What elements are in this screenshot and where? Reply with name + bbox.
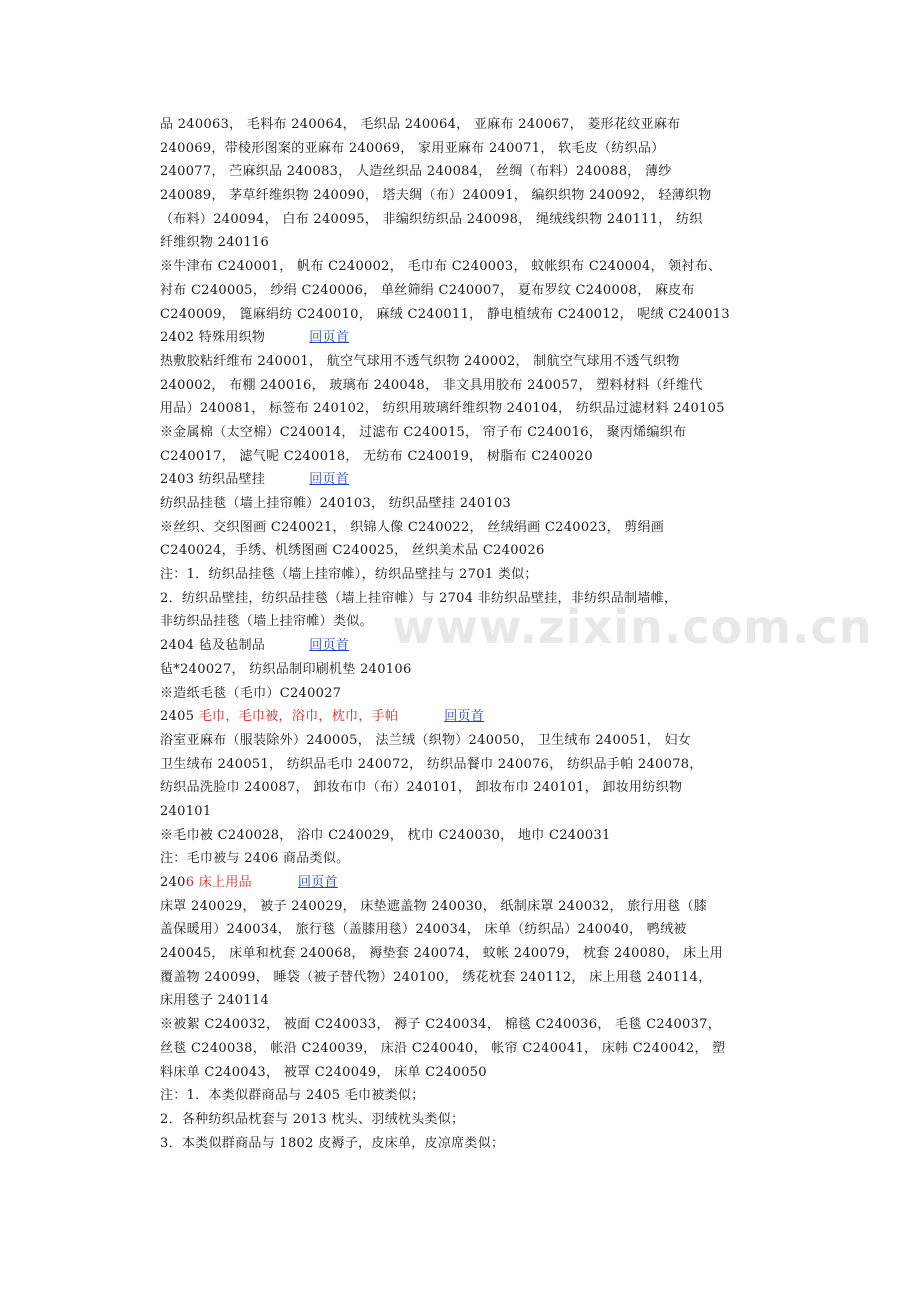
text-line [160,847,762,871]
line-text: 床用毯子 240114 [160,993,270,1009]
line-text: ※金属棉（太空棉）C240014， 过滤布 C240015， 帘子布 C240016， 聚丙烯编织布 [160,424,687,440]
back-to-top-link[interactable]: 回页首 [297,875,338,890]
line-text: 2405 [160,709,199,725]
line-text: 盖保暖用）240034， 旅行毯（盖膝用毯）240034， 床单（纺织品）240040， 鸭绒被 [160,922,687,938]
text-line [160,682,762,706]
line-text: ※丝织、交织图画 C240021， 织锦人像 C240022， 丝绒绢画 C240023， 剪绢画 [160,519,665,535]
text-line [160,895,762,919]
text-line [160,492,762,516]
line-text: 2．纺织品壁挂，纺织品挂毯（墙上挂帘帷）与 2704 非纺织品壁挂，非纺织品制墙帷， [160,590,678,606]
line-text: 品 240063， 毛料布 240064， 毛织品 240064， 亚麻布 240067， 菱形花纹亚麻布 [160,117,681,132]
line-text: 料床单 C240043， 被罩 C240049， 床单 C240050 [160,1064,487,1080]
line-text: ※造纸毛毯（毛巾）C240027 [160,685,342,701]
line-text: 240077， 苎麻织品 240083， 人造丝织品 240084， 丝绸（布料）240088， 薄纱 [160,164,672,180]
line-text: ※牛津布 C240001， 帆布 C240002， 毛巾布 C240003， 蚊帐织布 C240004， 领衬布、 [160,259,722,275]
text-line [160,374,762,398]
line-text: 浴室亚麻布（服装除外）240005， 法兰绒（织物）240050， 卫生绒布 240051， 妇女 [160,732,692,748]
line-text: C240017， 滤气呢 C240018， 无纺布 C240019， 树脂布 C240020 [160,448,593,464]
text-line [160,137,762,161]
line-text: ※毛巾被 C240028， 浴巾 C240029， 枕巾 C240030， 地巾 C240031 [160,827,611,843]
line-text: 2402 特殊用织物 [160,330,266,346]
text-line [160,610,762,634]
text-line [160,231,762,255]
line-text: 2．各种纺织品枕套与 2013 枕头、羽绒枕头类似； [160,1111,465,1127]
text-line [160,587,762,611]
back-to-top-link[interactable]: 回页首 [309,638,350,654]
back-to-top-link[interactable]: 回页首 [444,709,485,725]
text-line [160,279,762,303]
section-heading-line [160,634,762,658]
text-line [160,800,762,824]
line-text: 覆盖物 240099， 睡袋（被子替代物）240100， 绣花枕套 240112， 床上用毯 240114， [160,969,712,985]
section-heading-line [160,468,762,492]
line-text: 毡*240027， 纺织品制印刷机垫 240106 [160,661,412,677]
text-line [160,397,762,421]
text-line [160,303,762,327]
text-line [160,1108,762,1132]
text-line [160,350,762,374]
section-heading-line [160,871,762,895]
line-text: 240002， 布棚 240016， 玻璃布 240048， 非文具用胶布 240057， 塑料材料（纤维代 [160,377,703,393]
text-line [160,1132,762,1156]
line-text: C240024，手绣、机绣图画 C240025， 丝织美术品 C240026 [160,543,545,559]
line-text: 240089， 茅草纤维织物 240090， 塔夫绸（布）240091， 编织织物 240092， 轻薄织物 [160,188,712,204]
line-text: 2404 毡及毡制品 [160,638,266,654]
text-line [160,208,762,232]
line-text: 床罩 240029， 被子 240029， 床垫遮盖物 240030， 纸制床罩 240032， 旅行用毯（膝 [160,898,708,914]
line-text: 纺织品洗脸巾 240087， 卸妆布巾（布）240101， 卸妆布巾 240101， 卸妆用纺织物 [160,780,683,796]
line-text: 3．本类似群商品与 1802 皮褥子，皮床单，皮凉席类似； [160,1135,505,1151]
line-text: 纤维织物 240116 [160,235,270,251]
text-line [160,113,762,137]
line-text: 注：1．本类似群商品与 2405 毛巾被类似； [160,1088,425,1104]
line-text: 240101 [160,803,212,819]
line-text: 非纺织品挂毯（墙上挂帘帷）类似。 [160,614,373,630]
text-line [160,942,762,966]
text-line [160,421,762,445]
text-line [160,776,762,800]
line-text: C240009， 篦麻绢纺 C240010， 麻绒 C240011， 静电植绒布 C240012， 呢绒 C240013 [160,306,730,322]
back-to-top-link[interactable]: 回页首 [309,472,350,488]
text-line [160,824,762,848]
text-line [160,1013,762,1037]
line-text: 注：1．纺织品挂毯（墙上挂帘帷），纺织品壁挂与 2701 类似； [160,567,538,583]
line-text: 热敷胶粘纤维布 240001， 航空气球用不透气织物 240002， 制航空气球用不透气织物 [160,353,680,369]
text-line [160,563,762,587]
text-line [160,753,762,777]
text-line [160,255,762,279]
text-line [160,445,762,469]
document-body [160,113,873,1155]
text-line [160,729,762,753]
line-text: 注：毛巾被与 2406 商品类似。 [160,851,350,867]
line-text: 纺织品挂毯（墙上挂帘帷）240103， 纺织品壁挂 240103 [160,496,512,511]
heading-title-red: 毛巾，毛巾被，浴巾，枕巾，手帕 [198,709,399,725]
line-text: 240045， 床单和枕套 240068， 褥垫套 240074， 蚊帐 240079， 枕套 240080， 床上用 [160,946,724,962]
line-text: 卫生绒布 240051， 纺织品毛巾 240072， 纺织品餐巾 240076， 纺织品手帕 240078， [160,756,703,772]
line-text: 用品）240081， 标签布 240102， 纺织用玻璃纤维织物 240104， 纺织品过滤材料 240105 [160,401,725,417]
text-line [160,658,762,682]
text-line [160,184,762,208]
text-line [160,989,762,1013]
text-line [160,516,762,540]
text-line [160,966,762,990]
line-text: 丝毯 C240038， 帐沿 C240039， 床沿 C240040， 帐帘 C240041， 床帏 C240042， 塑 [160,1040,726,1056]
text-line [160,1084,762,1108]
line-text: 衬布 C240005， 纱绢 C240006， 单丝筛绢 C240007， 夏布罗纹 C240008， 麻皮布 [160,282,695,298]
text-line [160,160,762,184]
text-line [160,918,762,942]
section-heading-line [160,326,762,350]
section-heading-line [160,705,762,729]
text-line [160,1061,762,1085]
line-text: 240069，带棱形图案的亚麻布 240069， 家用亚麻布 240071， 软毛皮（纺织品） [160,140,665,156]
text-line [160,1037,762,1061]
line-text: 2403 纺织品壁挂 [160,472,266,488]
text-line [160,539,762,563]
line-text: （布料）240094， 白布 240095， 非编织纺织品 240098， 绳绒线织物 240111， 纺织 [160,211,703,227]
back-to-top-link[interactable]: 回页首 [309,330,350,346]
heading-title-red: 6 床上用品 [185,875,252,890]
line-text: 240 [160,875,186,890]
watermark: www.zixin.com.cn [392,600,873,654]
line-text: ※被絮 C240032， 被面 C240033， 褥子 C240034， 棉毯 C240036， 毛毯 C240037， [160,1017,722,1033]
